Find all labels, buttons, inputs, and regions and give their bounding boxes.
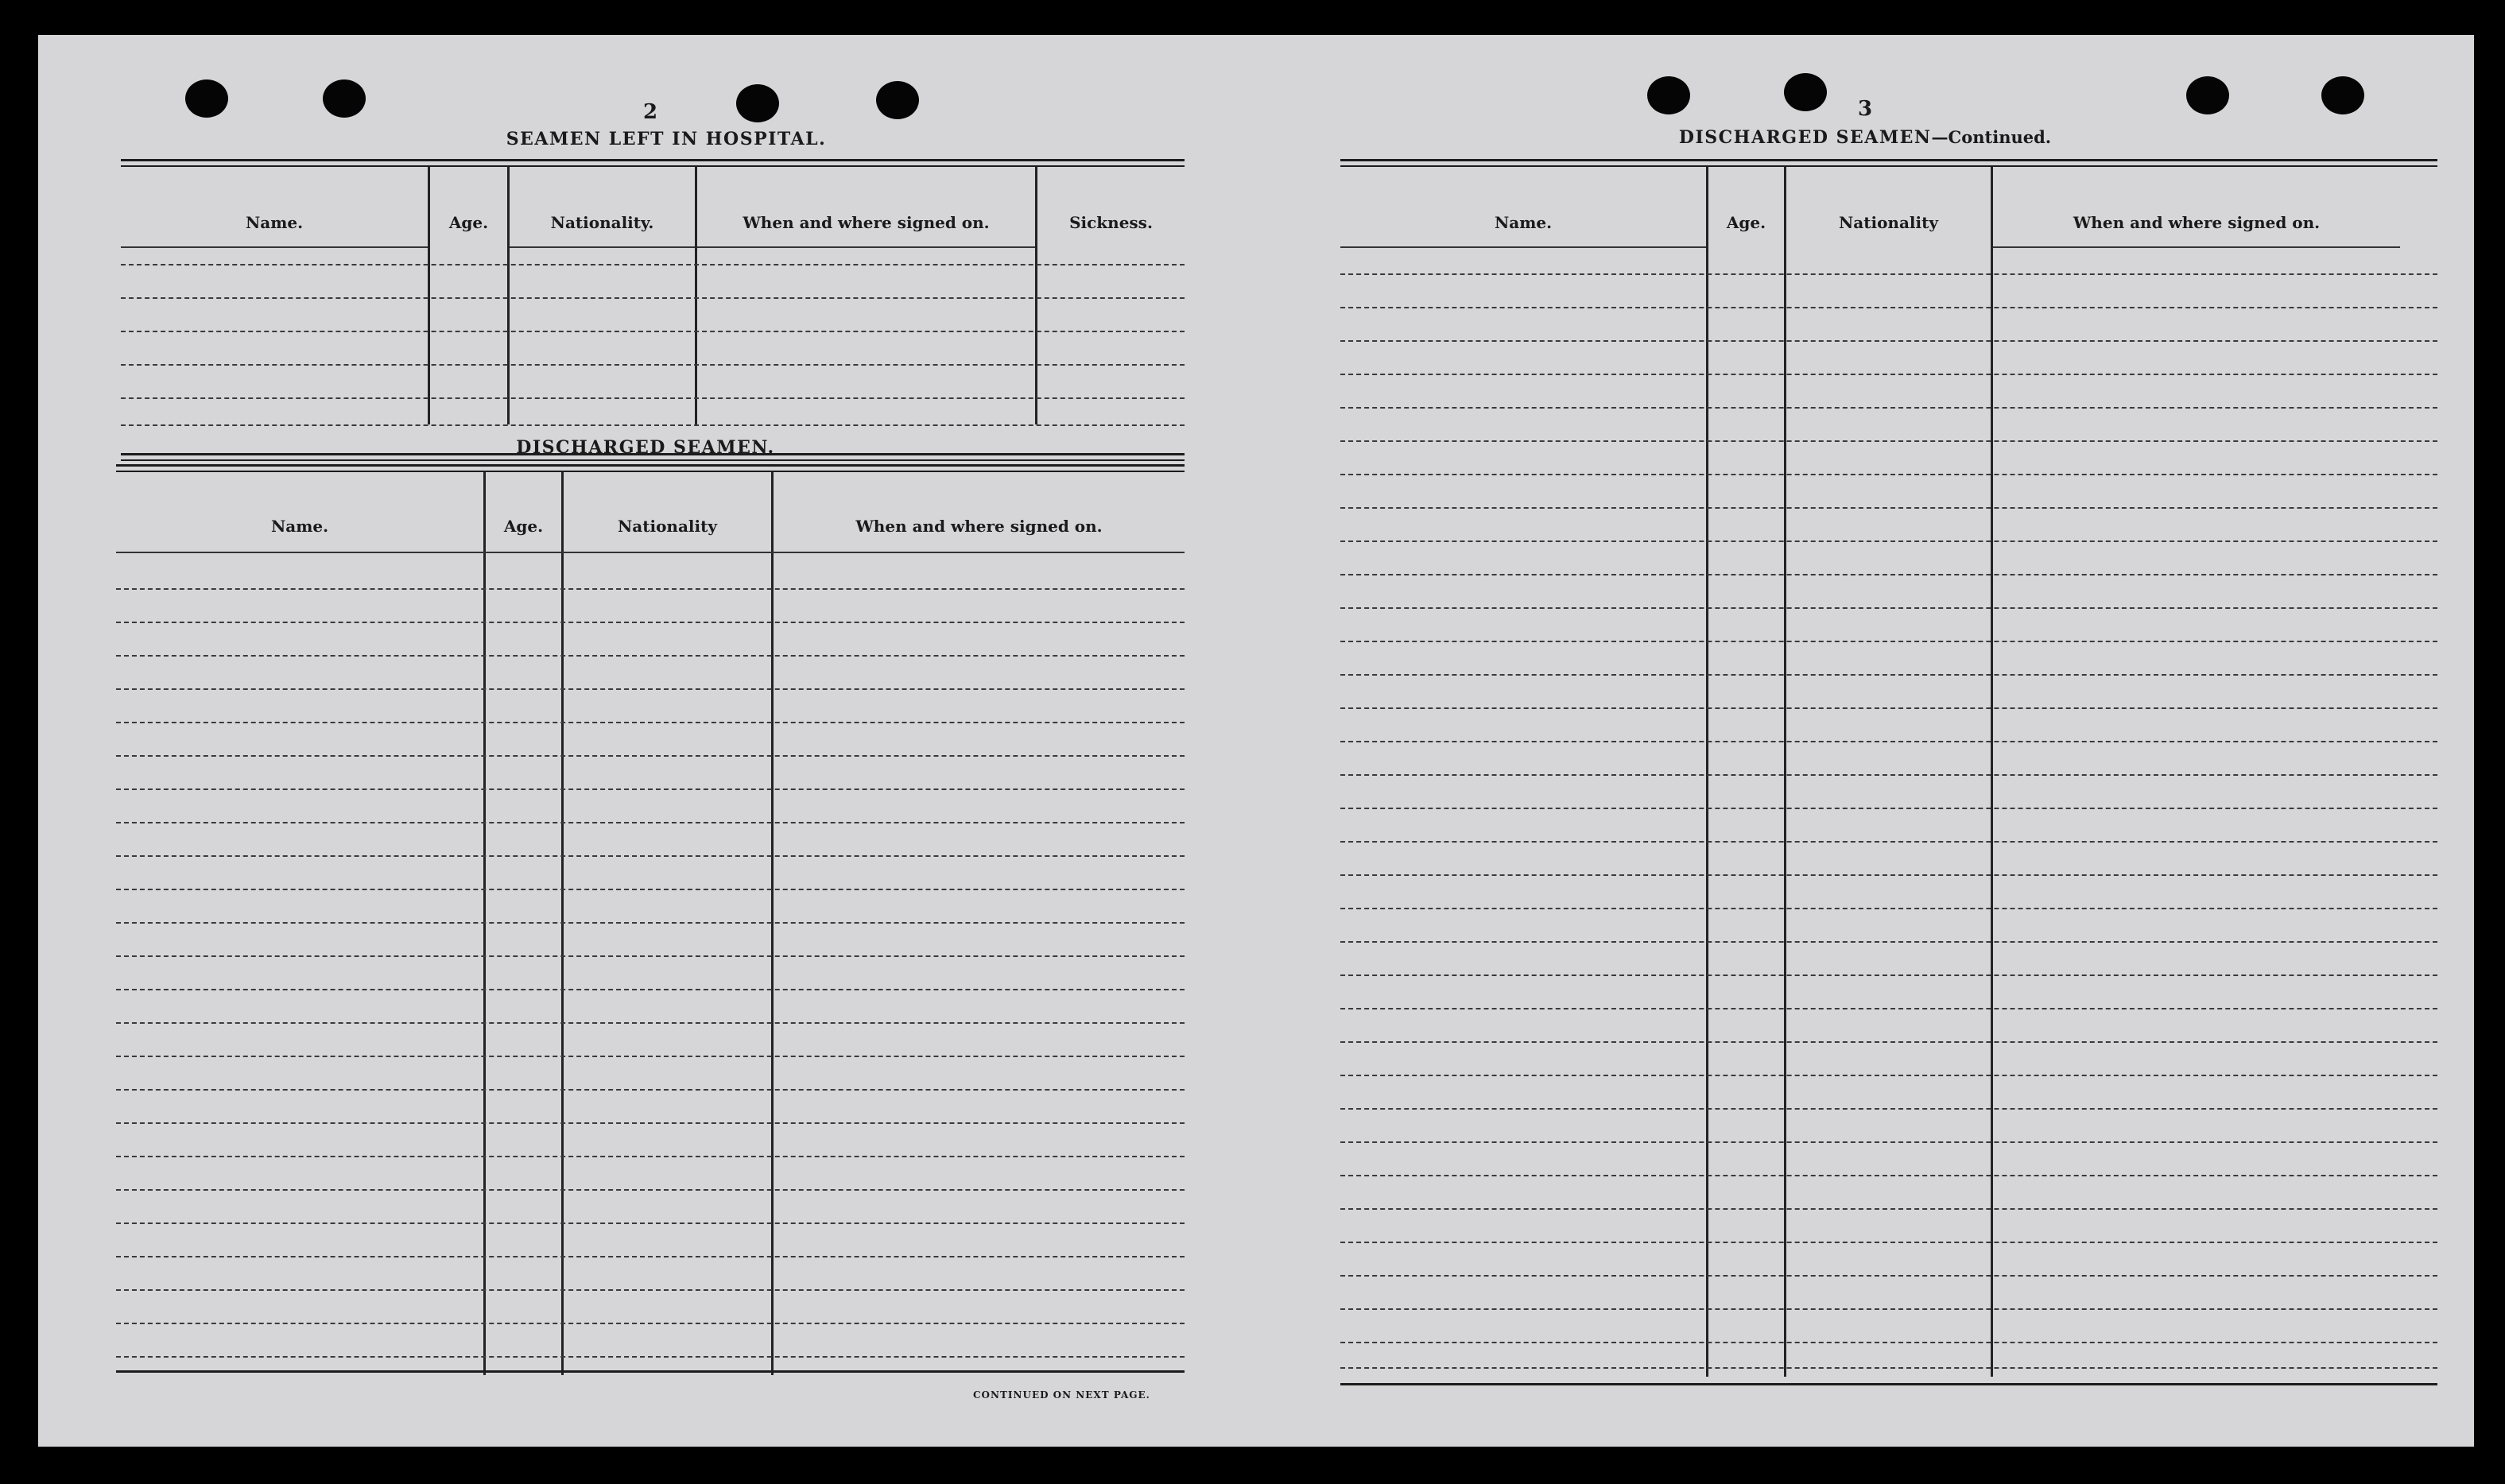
discharged-continued-title (1679, 127, 2051, 148)
discharged-table (116, 464, 1185, 1418)
column-header-name: Name. (245, 213, 304, 232)
table-row[interactable] (121, 424, 1185, 426)
table-row[interactable] (1340, 841, 2437, 843)
table-row[interactable] (1340, 674, 2437, 676)
table-row[interactable] (116, 622, 1185, 623)
table-row[interactable] (116, 688, 1185, 690)
punch-hole (876, 81, 919, 119)
punch-hole (2186, 76, 2229, 114)
table-row[interactable] (1340, 1041, 2437, 1043)
table-row[interactable] (121, 297, 1185, 299)
table-row[interactable] (116, 788, 1185, 790)
table-row[interactable] (1340, 741, 2437, 742)
table-row[interactable] (116, 1156, 1185, 1157)
table-row[interactable] (1340, 808, 2437, 809)
punch-hole (736, 84, 779, 122)
table-row[interactable] (121, 364, 1185, 366)
table-row[interactable] (121, 264, 1185, 265)
table-row[interactable] (116, 1189, 1185, 1191)
table-row[interactable] (116, 1089, 1185, 1091)
column-header-name: Name. (1494, 213, 1553, 232)
table-row[interactable] (121, 331, 1185, 332)
column-header-when-where: When and where signed on. (855, 517, 1103, 536)
table-row[interactable] (1340, 1008, 2437, 1009)
table-row[interactable] (116, 1256, 1185, 1257)
table-row[interactable] (1340, 941, 2437, 943)
title-main: DISCHARGED SEAMEN (1678, 127, 1932, 148)
column-header-name: Name. (270, 517, 329, 536)
table-row[interactable] (116, 1022, 1185, 1024)
table-row[interactable] (1340, 607, 2437, 609)
column-header-when-where: When and where signed on. (743, 213, 990, 232)
table-row[interactable] (1340, 1108, 2437, 1110)
table-row[interactable] (116, 722, 1185, 723)
table-row[interactable] (1340, 908, 2437, 909)
form-sheet (38, 35, 2474, 1447)
punch-hole (323, 79, 366, 118)
table-row[interactable] (1340, 774, 2437, 776)
page-number: 3 (1857, 97, 1873, 121)
table-row[interactable] (116, 1356, 1185, 1358)
page-number: 2 (642, 100, 658, 124)
table-row[interactable] (116, 1222, 1185, 1224)
table-row[interactable] (1340, 1242, 2437, 1243)
column-header-age: Age. (448, 213, 489, 232)
table-row[interactable] (116, 922, 1185, 924)
table-row[interactable] (116, 1289, 1185, 1291)
hospital-table (121, 159, 1185, 463)
table-row[interactable] (116, 955, 1185, 957)
punch-hole (1784, 73, 1827, 111)
table-row[interactable] (1340, 1175, 2437, 1176)
table-row[interactable] (116, 1056, 1185, 1057)
hospital-section-title: SEAMEN LEFT IN HOSPITAL. (506, 129, 827, 149)
table-row[interactable] (1340, 440, 2437, 442)
discharged-section-title: DISCHARGED SEAMEN. (516, 437, 775, 458)
table-row[interactable] (1340, 707, 2437, 709)
table-row[interactable] (116, 855, 1185, 857)
column-header-nationality: Nationality. (550, 213, 654, 232)
table-row[interactable] (121, 397, 1185, 399)
column-header-age: Age. (1726, 213, 1766, 232)
column-header-when-where: When and where signed on. (2073, 213, 2321, 232)
table-row[interactable] (1340, 1075, 2437, 1076)
table-row[interactable] (1340, 273, 2437, 275)
table-row[interactable] (1340, 407, 2437, 409)
table-row[interactable] (1340, 1275, 2437, 1277)
table-row[interactable] (116, 989, 1185, 990)
table-row[interactable] (1340, 1308, 2437, 1310)
table-row[interactable] (1340, 874, 2437, 876)
column-header-age: Age. (503, 517, 544, 536)
punch-hole (185, 79, 228, 118)
column-header-nationality: Nationality (1839, 213, 1938, 232)
table-row[interactable] (116, 1122, 1185, 1124)
table-row[interactable] (1340, 641, 2437, 642)
title-suffix: —Continued. (1931, 127, 2052, 147)
table-row[interactable] (1340, 1342, 2437, 1343)
punch-hole (2321, 76, 2364, 114)
table-row[interactable] (116, 655, 1185, 657)
table-row[interactable] (116, 588, 1185, 590)
table-row[interactable] (1340, 541, 2437, 542)
punch-hole (1647, 76, 1690, 114)
column-header-nationality: Nationality (618, 517, 717, 536)
table-row[interactable] (116, 755, 1185, 757)
table-row[interactable] (116, 822, 1185, 823)
table-row[interactable] (116, 1323, 1185, 1324)
table-row[interactable] (1340, 307, 2437, 308)
column-header-sickness: Sickness. (1069, 213, 1153, 232)
table-row[interactable] (1340, 1208, 2437, 1210)
table-row[interactable] (1340, 974, 2437, 976)
table-row[interactable] (1340, 1141, 2437, 1143)
table-row[interactable] (116, 889, 1185, 890)
table-row[interactable] (1340, 374, 2437, 375)
table-row[interactable] (1340, 507, 2437, 509)
continued-note: CONTINUED ON NEXT PAGE. (973, 1389, 1150, 1401)
table-row[interactable] (1340, 574, 2437, 575)
table-row[interactable] (1340, 340, 2437, 342)
table-row[interactable] (1340, 1367, 2437, 1369)
table-row[interactable] (1340, 474, 2437, 475)
discharged-continued-table (1340, 159, 2437, 1418)
